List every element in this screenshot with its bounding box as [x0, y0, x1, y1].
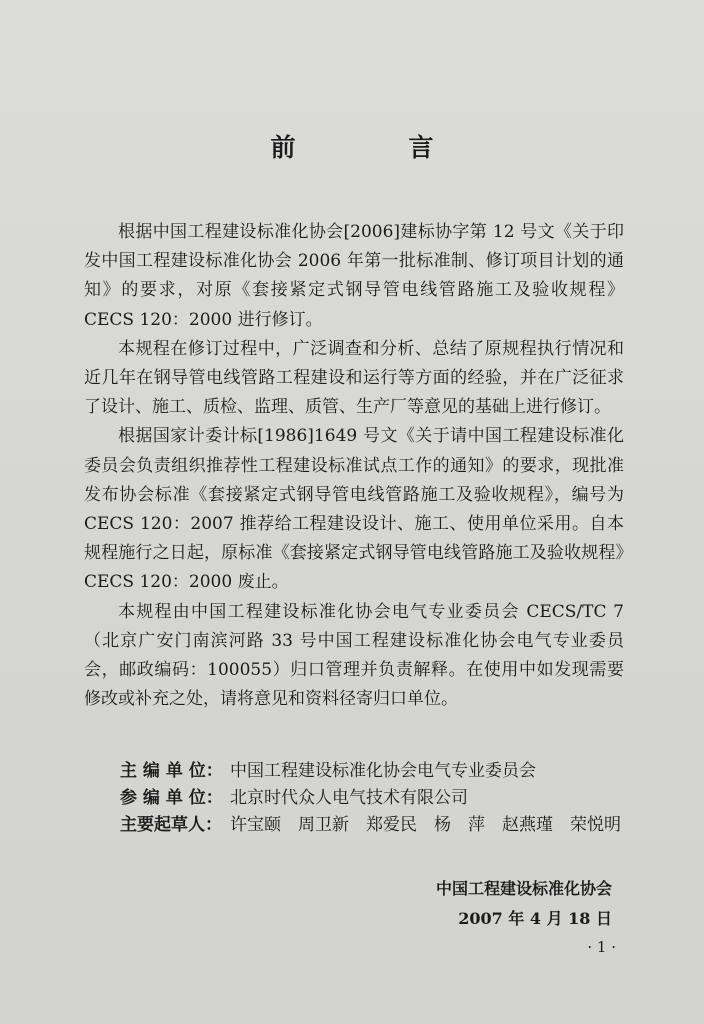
- page-number: · 1 ·: [587, 938, 616, 956]
- paragraph: 本规程由中国工程建设标准化协会电气专业委员会 CECS/TC 7（北京广安门南滨河路 33 号中国工程建设标准化协会电气专业委员会，邮政编码：100055）归口管理并负责解释。在使用中如发现需要修改或补充之处，请将意见和资料径寄归口单位。: [84, 601, 624, 710]
- credits-block: [120, 758, 640, 839]
- chief-editor-value: 中国工程建设标准化协会电气专业委员会: [230, 761, 536, 781]
- paragraph: 根据中国工程建设标准化协会[2006]建标协字第 12 号文《关于印发中国工程建设标准化协会 2006 年第一批标准制、修订项目计划的通知》的要求，对原《套接紧定式钢导管电线管路施工及验收规程》CECS 120：2000 进行修订。: [84, 222, 624, 330]
- drafters-row: [120, 812, 640, 839]
- chief-editor-label: 主 编 单 位：: [120, 761, 223, 781]
- co-editor-value: 北京时代众人电气技术有限公司: [230, 788, 468, 808]
- drafters-value: 许宝颐 周卫新 郑爱民 杨 萍 赵燕瑾 荣悦明: [230, 815, 621, 835]
- co-editor-label: 参 编 单 位：: [120, 788, 223, 808]
- paragraph: 本规程在修订过程中，广泛调查和分析、总结了原规程执行情况和近几年在钢导管电线管路工程建设和运行等方面的经验，并在广泛征求了设计、施工、质检、监理、质管、生产厂等意见的基础上进行修订。: [84, 338, 624, 418]
- chief-editor-row: [120, 758, 640, 785]
- preface-body: [84, 218, 624, 714]
- drafters-label: 主要起草人：: [120, 815, 222, 835]
- paragraph: 根据国家计委计标[1986]1649 号文《关于请中国工程建设标准化委员会负责组织推荐性工程建设标准试点工作的通知》的要求，现批准发布协会标准《套接紧定式钢导管电线管路施工及验收规程》，编号为 CECS 120：2007 推荐给工程建设设计、施工、使用单位采用。自本规程施行之日起，原标准《套接紧定式钢导管电线管路施工及验收规程》CECS 120：2000 废止。: [84, 426, 624, 593]
- issuing-organization: 中国工程建设标准化协会: [435, 879, 612, 898]
- issue-date: 2007 年 4 月 18 日: [458, 909, 612, 928]
- co-editor-row: [120, 785, 640, 812]
- page-title: 前 言: [270, 133, 478, 162]
